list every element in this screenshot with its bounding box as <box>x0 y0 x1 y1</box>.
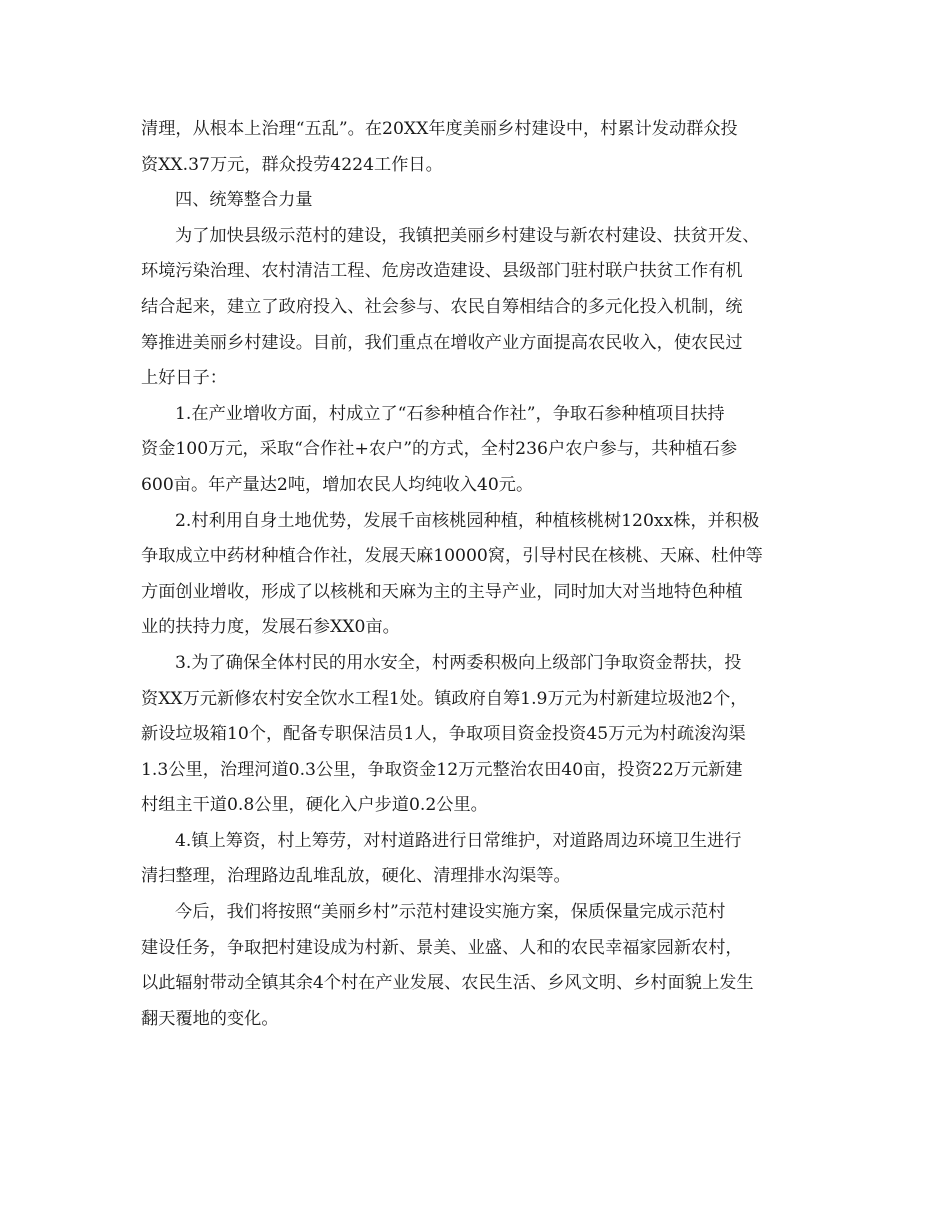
text-line: 上好日子： <box>141 368 227 389</box>
text-line: 资金100万元，采取“合作社+农户”的方式，全村236户农户参与，共种植石参 <box>141 439 738 460</box>
text-line: 业的扶持力度，发展石参XX0亩。 <box>141 617 400 638</box>
text-line: 新设垃圾箱10个，配备专职保洁员1人，争取项目资金投资45万元为村疏浚沟渠 <box>141 724 746 745</box>
text-line: 1.3公里，治理河道0.3公里，争取资金12万元整治农田40亩，投资22万元新建 <box>141 759 743 780</box>
text-line: 清理，从根本上治理“五乱”。在20XX年度美丽乡村建设中，村累计发动群众投 <box>141 119 738 139</box>
paragraph-intro <box>141 219 813 397</box>
text-line: 筹推进美丽乡村建设。目前，我们重点在增收产业方面提高农民收入，使农民过 <box>141 332 743 353</box>
text-line: 环境污染治理、农村清洁工程、危房改造建设、县级部门驻村联户扶贫工作有机 <box>141 261 743 282</box>
text-line: 600亩。年产量达2吨，增加农民人均纯收入40元。 <box>141 474 534 495</box>
text-line: 方面创业增收，形成了以核桃和天麻为主的主导产业，同时加大对当地特色种植 <box>141 581 743 602</box>
text-line: 翻天覆地的变化。 <box>141 1008 279 1029</box>
text-line: 2.村利用自身土地优势，发展千亩核桃园种植，种植核桃树120xx株，并积极 <box>175 510 760 531</box>
text-line: 1.在产业增收方面，村成立了“石参种植合作社”，争取石参种植项目扶持 <box>175 403 725 424</box>
list-item-4 <box>141 824 813 895</box>
document-body <box>141 112 813 1037</box>
list-item-3 <box>141 646 813 824</box>
text-line: 以此辐射带动全镇其余4个村在产业发展、农民生活、乡风文明、乡村面貌上发生 <box>141 973 754 994</box>
text-line: 村组主干道0.8公里，硬化入户步道0.2公里。 <box>141 795 488 816</box>
text-line: 4.镇上筹资，村上筹劳，对村道路进行日常维护，对道路周边环境卫生进行 <box>175 830 742 851</box>
text-line: 今后，我们将按照“美丽乡村”示范村建设实施方案，保质保量完成示范村 <box>175 902 726 923</box>
text-line: 3.为了确保全体村民的用水安全，村两委积极向上级部门争取资金帮扶，投 <box>175 652 742 673</box>
text-line: 争取成立中药材种植合作社，发展天麻10000窝，引导村民在核桃、天麻、杜仲等 <box>141 546 763 567</box>
text-line: 为了加快县级示范村的建设，我镇把美丽乡村建设与新农村建设、扶贫开发、 <box>175 225 760 246</box>
text-line: 结合起来，建立了政府投入、社会参与、农民自筹相结合的多元化投入机制，统 <box>141 296 743 317</box>
text-line: 清扫整理，治理路边乱堆乱放，硬化、清理排水沟渠等。 <box>141 866 571 887</box>
text-line: 资XX万元新修农村安全饮水工程1处。镇政府自筹1.9万元为村新建垃圾池2个， <box>141 688 748 709</box>
text-line: 建设任务，争取把村建设成为村新、景美、业盛、人和的农民幸福家园新农村， <box>141 937 743 958</box>
text-line: 资XX.37万元，群众投劳4224工作日。 <box>141 154 443 175</box>
list-item-1 <box>141 397 813 504</box>
section-heading <box>141 183 813 219</box>
list-item-2 <box>141 504 813 646</box>
paragraph-continuation <box>141 112 813 183</box>
paragraph-conclusion <box>141 895 813 1037</box>
heading-line: 四、统筹整合力量 <box>175 190 313 211</box>
